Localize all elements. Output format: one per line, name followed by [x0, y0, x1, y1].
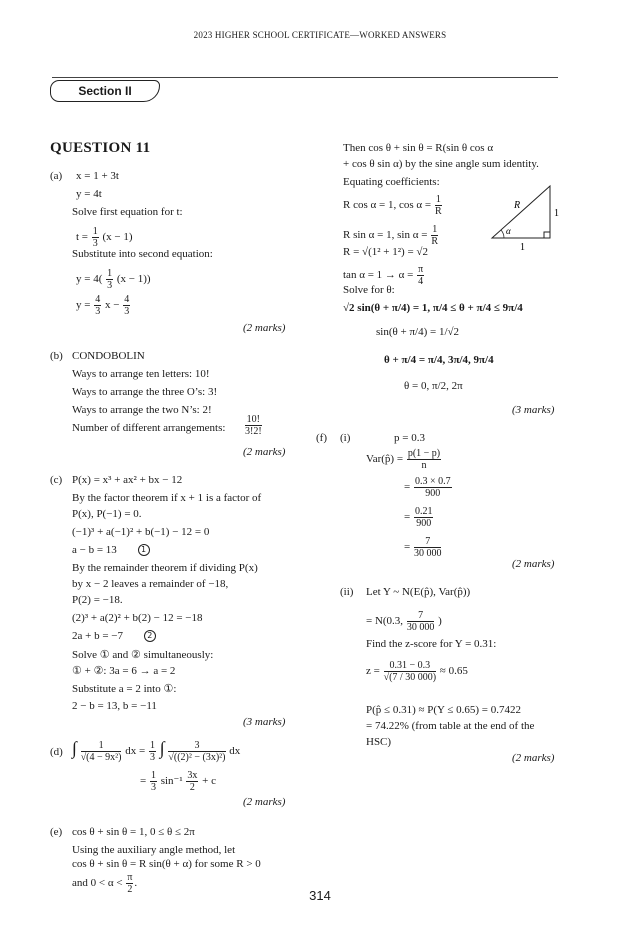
text-line: sin(θ + π/4) = 1/√2	[376, 326, 460, 338]
math-text: (x − 1))	[116, 273, 151, 286]
math-text: z =	[366, 665, 380, 678]
text-line: Using the auxiliary angle method, let	[72, 844, 236, 856]
fraction: $\frac{1}{3}$	[92, 226, 98, 249]
text-line: θ + π/4 = π/4, 3π/4, 9π/4	[384, 354, 494, 366]
math-text: tan α = 1 → α =	[343, 269, 414, 282]
math-line	[366, 448, 442, 471]
tri-label-side: 1	[554, 208, 559, 219]
part-fii-label: (ii)	[340, 586, 354, 598]
math-text: R sin α = 1, sin α =	[343, 229, 428, 242]
page-number: 314	[309, 888, 331, 903]
text-line: (−1)³ + a(−1)² + b(−1) − 12 = 0	[72, 526, 210, 538]
text-line: 2 − b = 13, b = −11	[72, 700, 157, 712]
math-line	[76, 294, 131, 317]
fraction-num: 7	[407, 610, 435, 622]
marks: (2 marks)	[243, 796, 286, 808]
fraction-num: 0.3 × 0.7	[414, 476, 451, 487]
section-tab: Section II	[50, 80, 160, 102]
math-text: and 0 < α <	[72, 877, 123, 890]
math-text: dx =	[125, 745, 146, 757]
text-line: y = 4t	[76, 188, 102, 200]
math-line: and 0 < α < $\frac{\pi}{2}$ .	[72, 872, 138, 895]
tri-label-R: R	[514, 200, 521, 211]
math-line: ∫ $\frac{1}{\text{√(4 − 9x²)}}$ dx = $\frac{1}{3}$ ∫ $\frac{3}{\text{√((2)² − (3x)²)}}$ dx	[72, 738, 241, 763]
math-line: = $\frac{0.21}{900}$	[404, 506, 433, 529]
right-column	[316, 0, 596, 937]
math-line	[72, 544, 150, 556]
part-c-label: (c)	[50, 474, 63, 486]
question-title: QUESTION 11	[50, 140, 151, 156]
math-text: x −	[104, 299, 120, 312]
part-d-label: (d)	[50, 746, 63, 758]
text-line: + cos θ sin α) by the sine angle sum identity.	[343, 158, 539, 170]
integral-sign: ∫	[72, 738, 77, 758]
math-text: a − b = 13	[72, 544, 117, 556]
integral-sign: ∫	[159, 738, 165, 758]
part-a-label: (a)	[50, 170, 63, 182]
math-text: y = 4(	[76, 273, 103, 286]
running-header: 2023 HIGHER SCHOOL CERTIFICATE—WORKED ANSWERS	[193, 30, 447, 40]
text-line: Equating coefficients:	[343, 176, 440, 188]
text-line: Then cos θ + sin θ = R(sin θ cos α	[343, 142, 494, 154]
right-triangle-diagram	[486, 180, 566, 252]
math-text: sin⁻¹	[160, 775, 183, 788]
text-line: p = 0.3	[394, 432, 425, 444]
text-line: P(x) = x³ + ax² + bx − 12	[72, 474, 183, 486]
marks: (3 marks)	[243, 716, 286, 728]
part-e-label: (e)	[50, 826, 63, 838]
marks: (2 marks)	[243, 446, 286, 458]
fraction: $\frac{4}{3}$	[124, 294, 130, 317]
text-line: R = √(1² + 1²) = √2	[343, 246, 428, 258]
marks: (2 marks)	[243, 322, 286, 334]
fraction-num: p(1 − p)	[407, 448, 441, 459]
text-line: Solve for θ:	[343, 284, 395, 296]
text-line: Substitute into second equation:	[72, 248, 213, 260]
marks: (3 marks)	[512, 404, 555, 416]
math-line: R sin α = 1, sin α = $\frac{1}{R}$	[343, 224, 439, 247]
text-line: = 74.22% (from table at the end of the	[366, 720, 535, 732]
fraction-den: 900	[425, 488, 441, 499]
math-text: t =	[76, 231, 89, 244]
fraction-num: 0.31 − 0.3	[384, 660, 436, 672]
fraction-den: 900	[416, 518, 432, 529]
text-line: x = 1 + 3t	[76, 170, 119, 182]
part-fi-label: (i)	[340, 432, 351, 444]
math-text: (x − 1)	[102, 231, 133, 244]
tri-label-alpha: α	[506, 226, 511, 236]
math-line	[76, 226, 133, 249]
left-column	[50, 0, 290, 937]
text-line: P(2) = −18.	[72, 594, 123, 606]
math-text: Var(p̂) =	[366, 453, 404, 466]
text-line: ① + ②: 3a = 6 → a = 2	[72, 665, 176, 677]
text-line: cos θ + sin θ = 1, 0 ≤ θ ≤ 2π	[72, 826, 195, 838]
fraction: $\frac{4}{3}$	[95, 294, 101, 317]
math-text: ≈ 0.65	[439, 665, 468, 678]
text-line: By the factor theorem if x + 1 is a factor of	[72, 492, 262, 504]
math-line	[366, 610, 442, 633]
text-line: Solve ① and ② simultaneously:	[72, 649, 214, 661]
fraction	[244, 414, 263, 437]
math-text: 2a + b = −7	[72, 630, 123, 642]
text-line: P(p̂ ≤ 0.31) ≈ P(Y ≤ 0.65) = 0.7422	[366, 704, 521, 716]
part-f-label: (f)	[316, 432, 327, 444]
text-line: Let Y ~ N(E(p̂), Var(p̂))	[366, 586, 471, 598]
text-line: (2)³ + a(2)² + b(2) − 12 = −18	[72, 612, 203, 624]
math-line	[366, 660, 468, 683]
math-line: R cos α = 1, cos α = $\frac{1}{R}$	[343, 194, 442, 217]
math-text: )	[438, 615, 442, 628]
fraction-den: √(7 / 30 000)	[383, 672, 437, 683]
text-line: Ways to arrange the three O’s: 3!	[72, 386, 218, 398]
math-line: tan α = 1 → α = $\frac{\pi}{4}$	[343, 264, 424, 287]
math-line	[76, 268, 151, 291]
text-line: By the remainder theorem if dividing P(x)	[72, 562, 258, 574]
fraction-den: 3!2!	[245, 426, 262, 437]
math-text: + c	[202, 775, 217, 788]
text-line: Ways to arrange ten letters: 10!	[72, 368, 210, 380]
math-line: = $\frac{1}{3}$ sin⁻¹ $\frac{3x}{2}$ + c	[140, 770, 217, 793]
text-line: by x − 2 leaves a remainder of −18,	[72, 578, 229, 590]
math-text: =	[140, 775, 147, 788]
marks: (2 marks)	[512, 752, 555, 764]
fraction-den: n	[421, 460, 427, 471]
marks: (2 marks)	[512, 558, 555, 570]
math-text: dx	[229, 745, 241, 757]
text-line: CONDOBOLIN	[72, 350, 145, 362]
text-line: cos θ + sin θ = R sin(θ + α) for some R > 0	[72, 858, 261, 870]
math-text: y =	[76, 299, 91, 312]
fraction-num: 0.21	[414, 506, 433, 517]
fraction: $\frac{1}{3}$	[107, 268, 113, 291]
text-line: Find the z-score for Y = 0.31:	[366, 638, 497, 650]
fraction-den: 30 000	[406, 622, 435, 633]
math-text: R cos α = 1, cos α =	[343, 199, 432, 212]
circled-one-icon: 1	[138, 544, 150, 556]
text-line: θ = 0, π/2, 2π	[404, 380, 463, 392]
text-line: Solve first equation for t:	[72, 206, 183, 218]
fraction-den: 30 000	[413, 548, 442, 559]
fraction-num: 10!	[246, 414, 260, 425]
part-b-label: (b)	[50, 350, 63, 362]
tri-label-base: 1	[520, 242, 525, 252]
text-line: √2 sin(θ + π/4) = 1, π/4 ≤ θ + π/4 ≤ 9π/4	[343, 302, 523, 314]
math-line	[72, 630, 156, 642]
text-line: HSC)	[366, 736, 392, 748]
text-line: Substitute a = 2 into ①:	[72, 683, 177, 695]
math-line: = $\frac{0.3 \times 0.7}{900}$	[404, 476, 451, 499]
text-line: Number of different arrangements:	[72, 422, 226, 434]
text-line: Ways to arrange the two N’s: 2!	[72, 404, 212, 416]
math-line: = $\frac{7}{30 000}$	[404, 536, 442, 559]
math-text: = N(0.3,	[366, 615, 404, 628]
circled-two-icon: 2	[144, 630, 156, 642]
fraction-num: 7	[414, 536, 442, 548]
text-line: P(x), P(−1) = 0.	[72, 508, 142, 520]
